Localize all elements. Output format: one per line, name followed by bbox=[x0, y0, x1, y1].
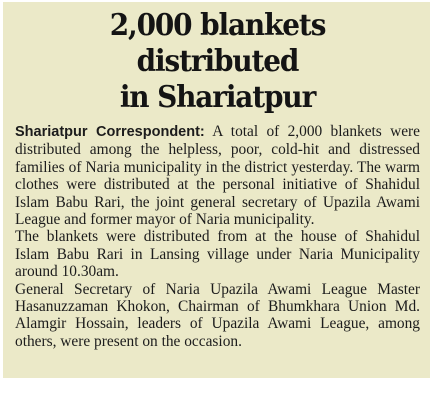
dateline: Shariatpur Correspondent: bbox=[15, 124, 205, 140]
article-body bbox=[15, 123, 420, 350]
news-clipping bbox=[3, 2, 430, 378]
headline-line-2: in Shariatpur bbox=[119, 80, 316, 115]
headline bbox=[29, 8, 406, 116]
paragraph-2: The blankets were distributed from at the house of Shahidul Islam Babu Rari in Lansing village under Naria Municipality around 10.30am. bbox=[15, 228, 420, 281]
paragraph-1 bbox=[15, 123, 420, 228]
paragraph-1-text: A total of 2,000 blankets were distributed among the helpless, poor, cold-hit and distressed families of Naria municipality in the district yesterday. The warm clothes were distributed at the personal initiative of Shahidul Islam Babu Rari, the joint general secretary of Upazila Awami League and former mayor of Naria municipality. bbox=[15, 123, 421, 229]
headline-line-1: 2,000 blankets distributed bbox=[109, 8, 326, 79]
paragraph-3: General Secretary of Naria Upazila Awami League Master Hasanuzzaman Khokon, Chairman of Bhumkhara Union Md. Alamgir Hossain, leaders of Upazila Awami League, among others, were present on the occasion. bbox=[15, 280, 420, 350]
